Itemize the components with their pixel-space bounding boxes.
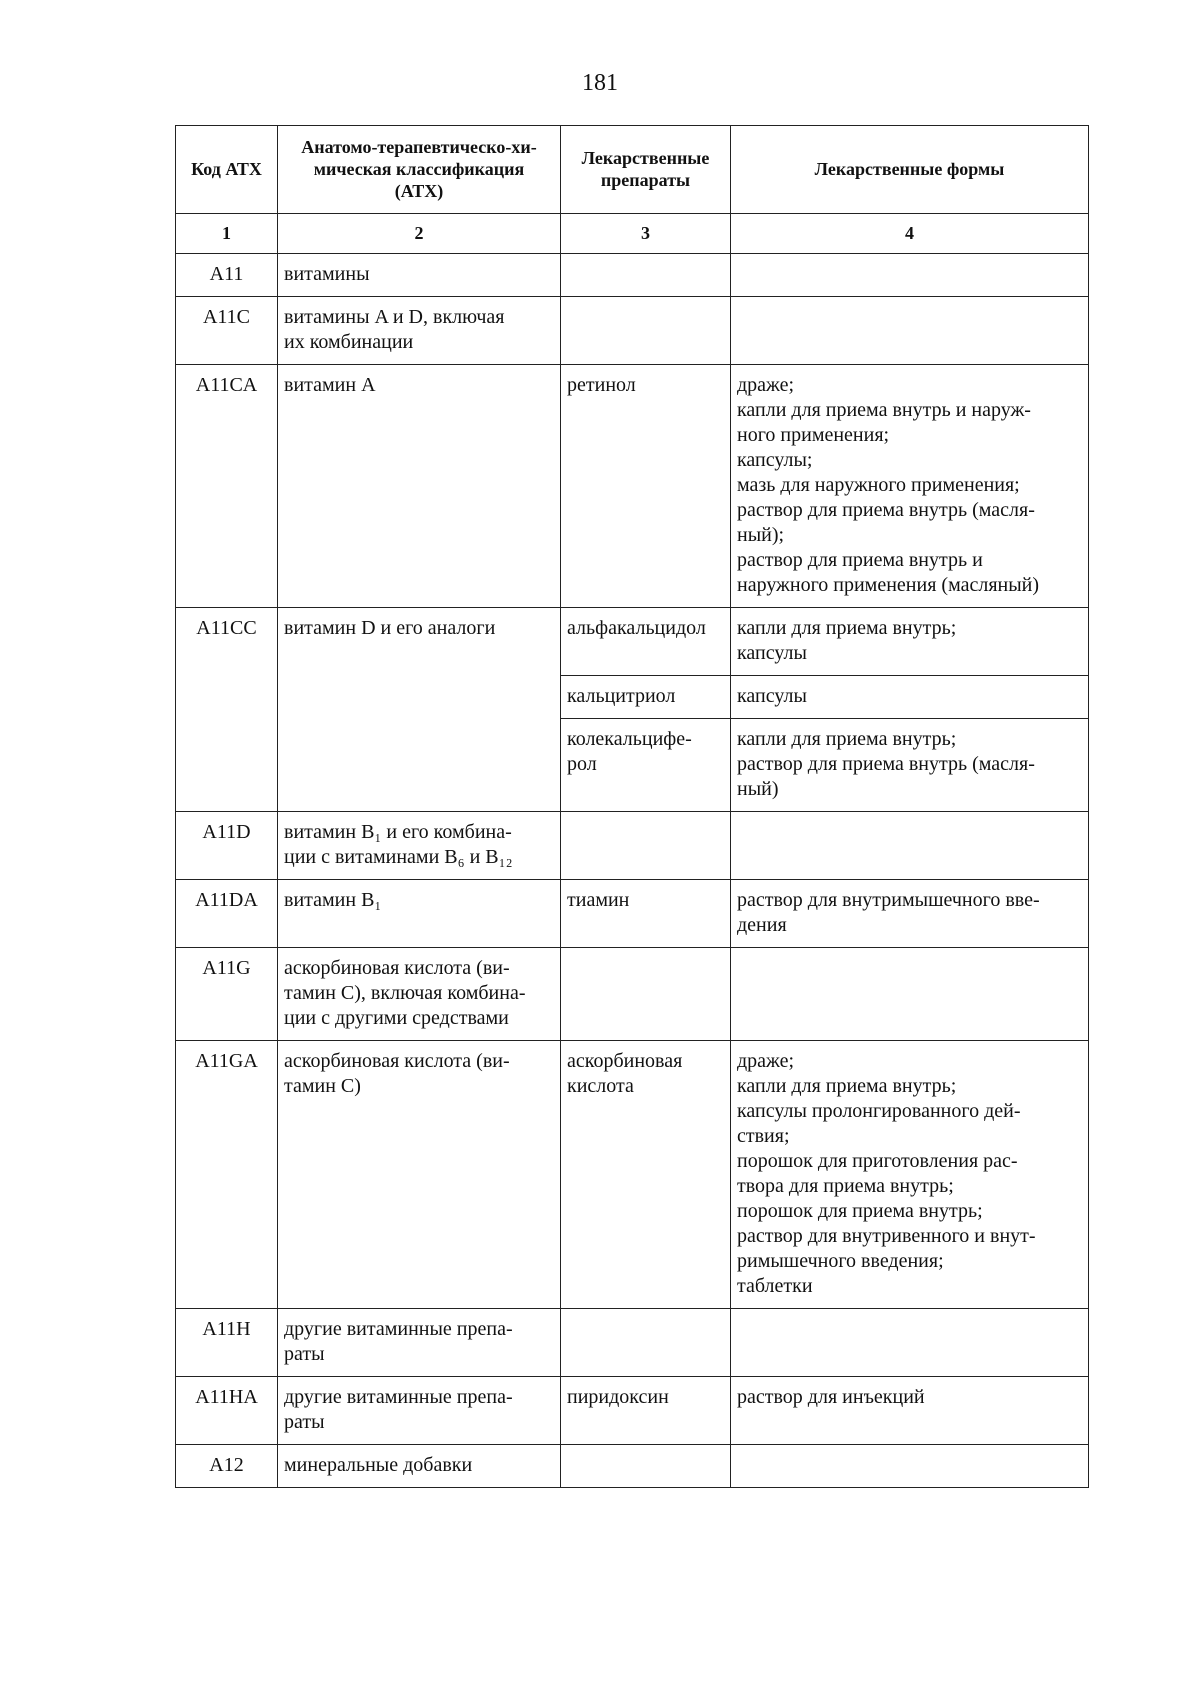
header-classification: Анатомо-терапевтическо-хи- мическая классификация (АТХ): [278, 126, 561, 214]
dosage-forms: раствор для инъекций: [731, 1377, 1089, 1445]
table-row: [176, 365, 1089, 608]
drug-name: [561, 812, 731, 880]
dosage-forms: раствор для внутримышечного вве- дения: [731, 880, 1089, 948]
atx-code: A11GA: [176, 1041, 278, 1309]
drug-name: колекальцифе- рол: [561, 719, 731, 812]
dosage-forms: капсулы: [731, 676, 1089, 719]
drug-name: [561, 254, 731, 297]
drug-name: аскорбиновая кислота: [561, 1041, 731, 1309]
atx-code: A11CC: [176, 608, 278, 812]
dosage-forms: [731, 1309, 1089, 1377]
column-number: 1: [176, 214, 278, 254]
atx-code: A11G: [176, 948, 278, 1041]
dosage-forms: [731, 948, 1089, 1041]
atx-table: [175, 125, 1089, 1488]
drug-name: ретинол: [561, 365, 731, 608]
column-number: 4: [731, 214, 1089, 254]
table-row: [176, 608, 1089, 676]
table-row: [176, 948, 1089, 1041]
dosage-forms: капли для приема внутрь; капсулы: [731, 608, 1089, 676]
header-code: Код АТХ: [176, 126, 278, 214]
atx-code: A11DA: [176, 880, 278, 948]
atx-code: A11H: [176, 1309, 278, 1377]
header-forms: Лекарственные формы: [731, 126, 1089, 214]
atx-code: A11D: [176, 812, 278, 880]
drug-name: [561, 948, 731, 1041]
drug-name: тиамин: [561, 880, 731, 948]
dosage-forms: драже; капли для приема внутрь; капсулы пролонгированного дей- ствия; порошок для приготовления рас- твора для приема внутрь; порошок для приема внутрь; раствор для внутривенного и внут- римышечного введения; таблетки: [731, 1041, 1089, 1309]
drug-name: кальцитриол: [561, 676, 731, 719]
column-number-row: [176, 214, 1089, 254]
atx-classification: другие витаминные препа- раты: [278, 1309, 561, 1377]
atx-classification: витамины: [278, 254, 561, 297]
table-row: [176, 1309, 1089, 1377]
atx-classification: витамин A: [278, 365, 561, 608]
dosage-forms: капли для приема внутрь; раствор для приема внутрь (масля- ный): [731, 719, 1089, 812]
atx-code: A11: [176, 254, 278, 297]
table-row: [176, 1377, 1089, 1445]
atx-code: A11CA: [176, 365, 278, 608]
atx-classification: витамины A и D, включая их комбинации: [278, 297, 561, 365]
dosage-forms: [731, 812, 1089, 880]
drug-name: пиридоксин: [561, 1377, 731, 1445]
table-row: [176, 254, 1089, 297]
drug-name: [561, 1309, 731, 1377]
atx-classification: аскорбиновая кислота (ви- тамин C): [278, 1041, 561, 1309]
atx-classification: минеральные добавки: [278, 1445, 561, 1488]
dosage-forms: [731, 254, 1089, 297]
atx-classification: другие витаминные препа- раты: [278, 1377, 561, 1445]
header-drugs: Лекарственные препараты: [561, 126, 731, 214]
column-number: 2: [278, 214, 561, 254]
table-row: [176, 880, 1089, 948]
atx-classification: витамин D и его аналоги: [278, 608, 561, 812]
atx-classification: витамин B₁ и его комбина- ции с витаминами B₆ и B₁₂: [278, 812, 561, 880]
atx-code: A11C: [176, 297, 278, 365]
table-row: [176, 1041, 1089, 1309]
drug-name: [561, 1445, 731, 1488]
dosage-forms: [731, 1445, 1089, 1488]
drug-name: альфакальцидол: [561, 608, 731, 676]
drug-name: [561, 297, 731, 365]
dosage-forms: [731, 297, 1089, 365]
table-header-row: [176, 126, 1089, 214]
dosage-forms: драже; капли для приема внутрь и наруж- ного применения; капсулы; мазь для наружного применения; раствор для приема внутрь (масля- ный); раствор для приема внутрь и наружного применения (масляный): [731, 365, 1089, 608]
table-row: [176, 1445, 1089, 1488]
table-row: [176, 812, 1089, 880]
atx-code: A12: [176, 1445, 278, 1488]
atx-classification: витамин B₁: [278, 880, 561, 948]
atx-classification: аскорбиновая кислота (ви- тамин C), включая комбина- ции с другими средствами: [278, 948, 561, 1041]
page-number: 181: [582, 70, 618, 96]
table-row: [176, 297, 1089, 365]
column-number: 3: [561, 214, 731, 254]
atx-code: A11HA: [176, 1377, 278, 1445]
